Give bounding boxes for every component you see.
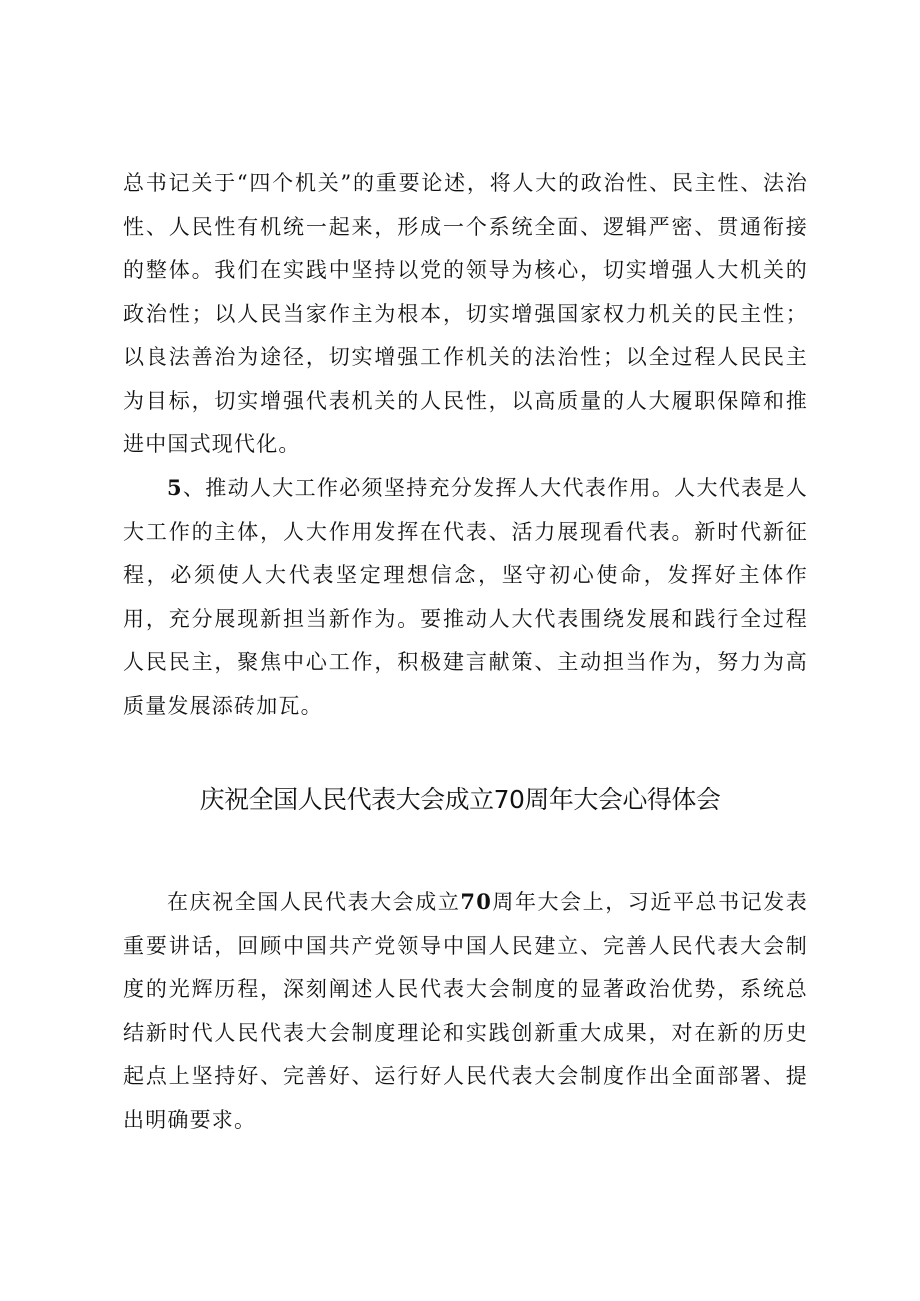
section-title: 庆祝全国人民代表大会成立70周年大会心得体会 bbox=[199, 785, 721, 814]
paragraph-number: 5 bbox=[167, 475, 183, 500]
anniversary-number: 70 bbox=[460, 889, 493, 914]
paragraph-text-before: 在庆祝全国人民代表大会成立 bbox=[167, 890, 461, 914]
paragraph-text: 、推动人大工作必须坚持充分发挥人大代表作用。人大代表是人大工作的主体，人大作用发挥在代表、活力展现看代表。新时代新征程，必须使人大代表坚定理想信念，坚守初心使命，发挥好主体作用，充分展现新担当新作为。要推动人大代表围绕发展和践行全过程人民民主，聚焦中心工作，积极建言献策、主动担当作为，努力为高质量发展添砖加瓦。 bbox=[123, 476, 808, 718]
paragraph-text-after: 周年大会上，习近平总书记发表重要讲话，回顾中国共产党领导中国人民建立、完善人民代表大会制度的光辉历程，深刻阐述人民代表大会制度的显著政治优势，系统总结新时代人民代表大会制度理论和实践创新重大成果，对在新的历史起点上坚持好、完善好、运行好人民代表大会制度作出全面部署、提出明确要求。 bbox=[123, 890, 808, 1132]
paragraph-four-organs: 总书记关于“四个机关”的重要论述，将人大的政治性、民主性、法治性、人民性有机统一起来，形成一个系统全面、逻辑严密、贯通衔接的整体。我们在实践中坚持以党的领导为核心，切实增强人大机关的政治性；以人民当家作主为根本，切实增强国家权力机关的民主性；以良法善治为途径，切实增强工作机关的法治性；以全过程人民民主为目标，切实增强代表机关的人民性，以高质量的人大履职保障和推进中国式现代化。 bbox=[123, 171, 808, 456]
paragraph-anniversary-speech bbox=[123, 880, 808, 1142]
paragraph-deputies-role bbox=[123, 466, 808, 728]
